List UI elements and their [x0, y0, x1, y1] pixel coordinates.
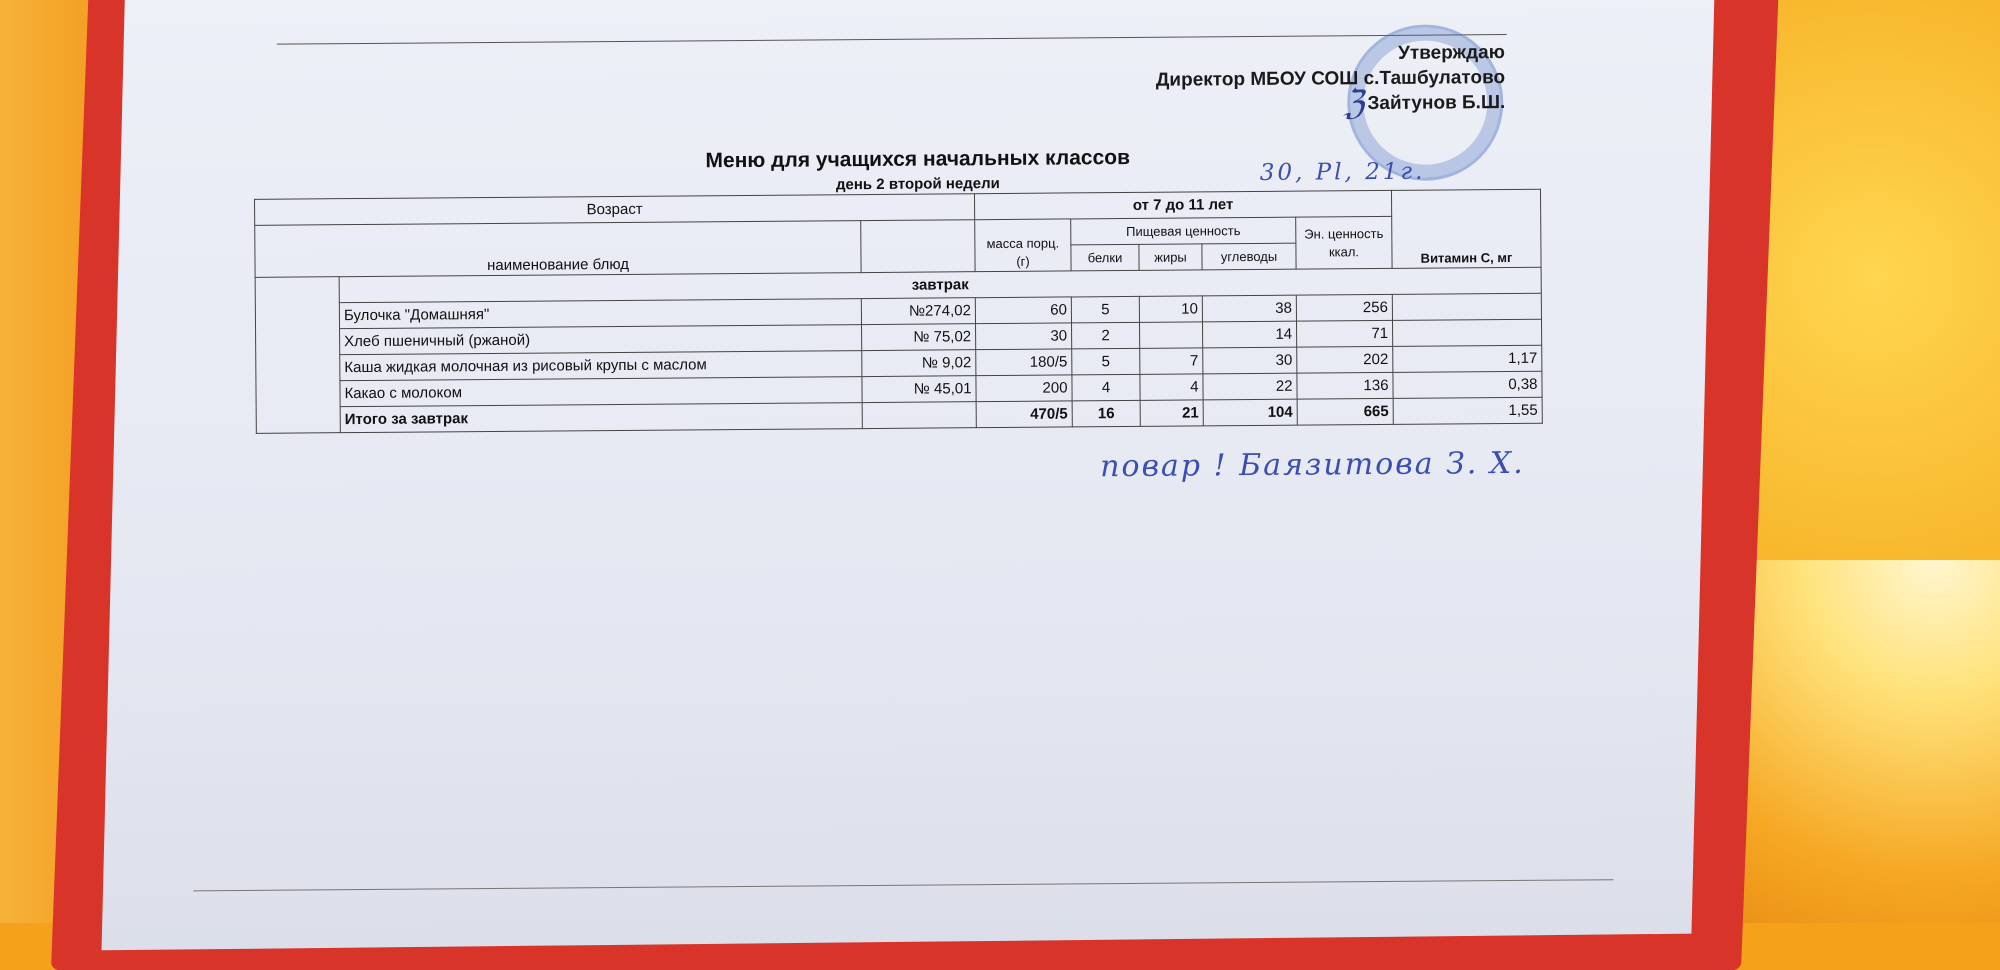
dish-name: Хлеб пшеничный (ржаной) — [340, 325, 862, 355]
protein-header: белки — [1071, 244, 1139, 271]
energy-header: Эн. ценность ккал. — [1296, 216, 1392, 269]
approval-line-2: Директор МБОУ СОШ с.Ташбулатово — [1155, 67, 1506, 91]
recipe-number: № 9,02 — [862, 350, 976, 377]
protein-value: 2 — [1072, 322, 1140, 349]
carbs-value: 22 — [1203, 373, 1297, 400]
document-title: Меню для учащихся начальных классов — [705, 145, 1131, 173]
mass-header: масса порц. (г) — [975, 219, 1071, 272]
total-energy: 665 — [1297, 398, 1393, 425]
protein-value: 5 — [1072, 348, 1140, 375]
recipe-number: № 45,01 — [862, 376, 976, 403]
vitamin-value: 0,38 — [1393, 371, 1542, 398]
director-signature: ℨ — [1343, 83, 1365, 124]
dish-header: наименование блюд — [255, 221, 861, 278]
recipe-number: №274,02 — [861, 298, 975, 325]
menu-table — [254, 189, 1543, 434]
document-subtitle: день 2 второй недели — [835, 174, 1000, 194]
fat-value: 4 — [1140, 374, 1203, 400]
recipe-number: № 75,02 — [862, 324, 976, 351]
total-recipe-blank — [862, 402, 976, 429]
approval-block — [1156, 40, 1506, 118]
carbs-value: 14 — [1203, 321, 1297, 348]
vitamin-value — [1392, 319, 1541, 346]
total-carbs: 104 — [1203, 399, 1297, 426]
mass-value: 30 — [976, 323, 1072, 350]
total-vitamin: 1,55 — [1393, 397, 1542, 424]
carbs-value: 38 — [1202, 295, 1296, 322]
blank-left-cell — [255, 277, 340, 434]
carbs-value: 30 — [1203, 347, 1297, 374]
fat-value: 10 — [1139, 296, 1202, 322]
vitamin-header: Витамин С, мг — [1391, 189, 1541, 268]
approval-line-3: Зайтунов Б.Ш. — [1367, 92, 1506, 115]
dish-name: Какао с молоком — [340, 377, 862, 407]
vitamin-value: 1,17 — [1393, 345, 1542, 372]
fat-header: жиры — [1139, 244, 1202, 270]
handwritten-date: 30, Pl, 21г. — [1259, 158, 1426, 186]
protein-value: 5 — [1071, 296, 1139, 323]
fat-value: 7 — [1140, 348, 1203, 374]
energy-value: 256 — [1296, 294, 1392, 321]
total-mass: 470/5 — [976, 401, 1072, 428]
recipe-header — [861, 220, 975, 273]
mass-value: 200 — [976, 375, 1072, 402]
bottom-rule — [193, 879, 1613, 891]
dish-name: Булочка "Домашняя" — [339, 299, 861, 329]
mass-value: 60 — [975, 297, 1071, 324]
dish-name: Каша жидкая молочная из рисовый крупы с маслом — [340, 351, 862, 381]
carbs-header: углеводы — [1202, 243, 1296, 270]
energy-value: 71 — [1296, 320, 1392, 347]
age-value: от 7 до 11 лет — [974, 190, 1391, 219]
handwritten-cook-signature: повар ! Баязитова З. Х. — [1099, 445, 1525, 485]
approval-line-1: Утверждаю — [1398, 42, 1505, 64]
age-label: Возраст — [255, 194, 975, 226]
nutrition-header: Пищевая ценность — [1071, 217, 1296, 245]
energy-value: 202 — [1297, 346, 1393, 373]
meal-label: завтрак — [339, 267, 1541, 302]
total-fat: 21 — [1140, 400, 1203, 426]
total-protein: 16 — [1072, 400, 1140, 427]
total-label: Итого за завтрак — [340, 403, 862, 433]
vitamin-value — [1392, 293, 1541, 320]
fat-value — [1140, 322, 1203, 348]
mass-value: 180/5 — [976, 349, 1072, 376]
energy-value: 136 — [1297, 372, 1393, 399]
protein-value: 4 — [1072, 374, 1140, 401]
